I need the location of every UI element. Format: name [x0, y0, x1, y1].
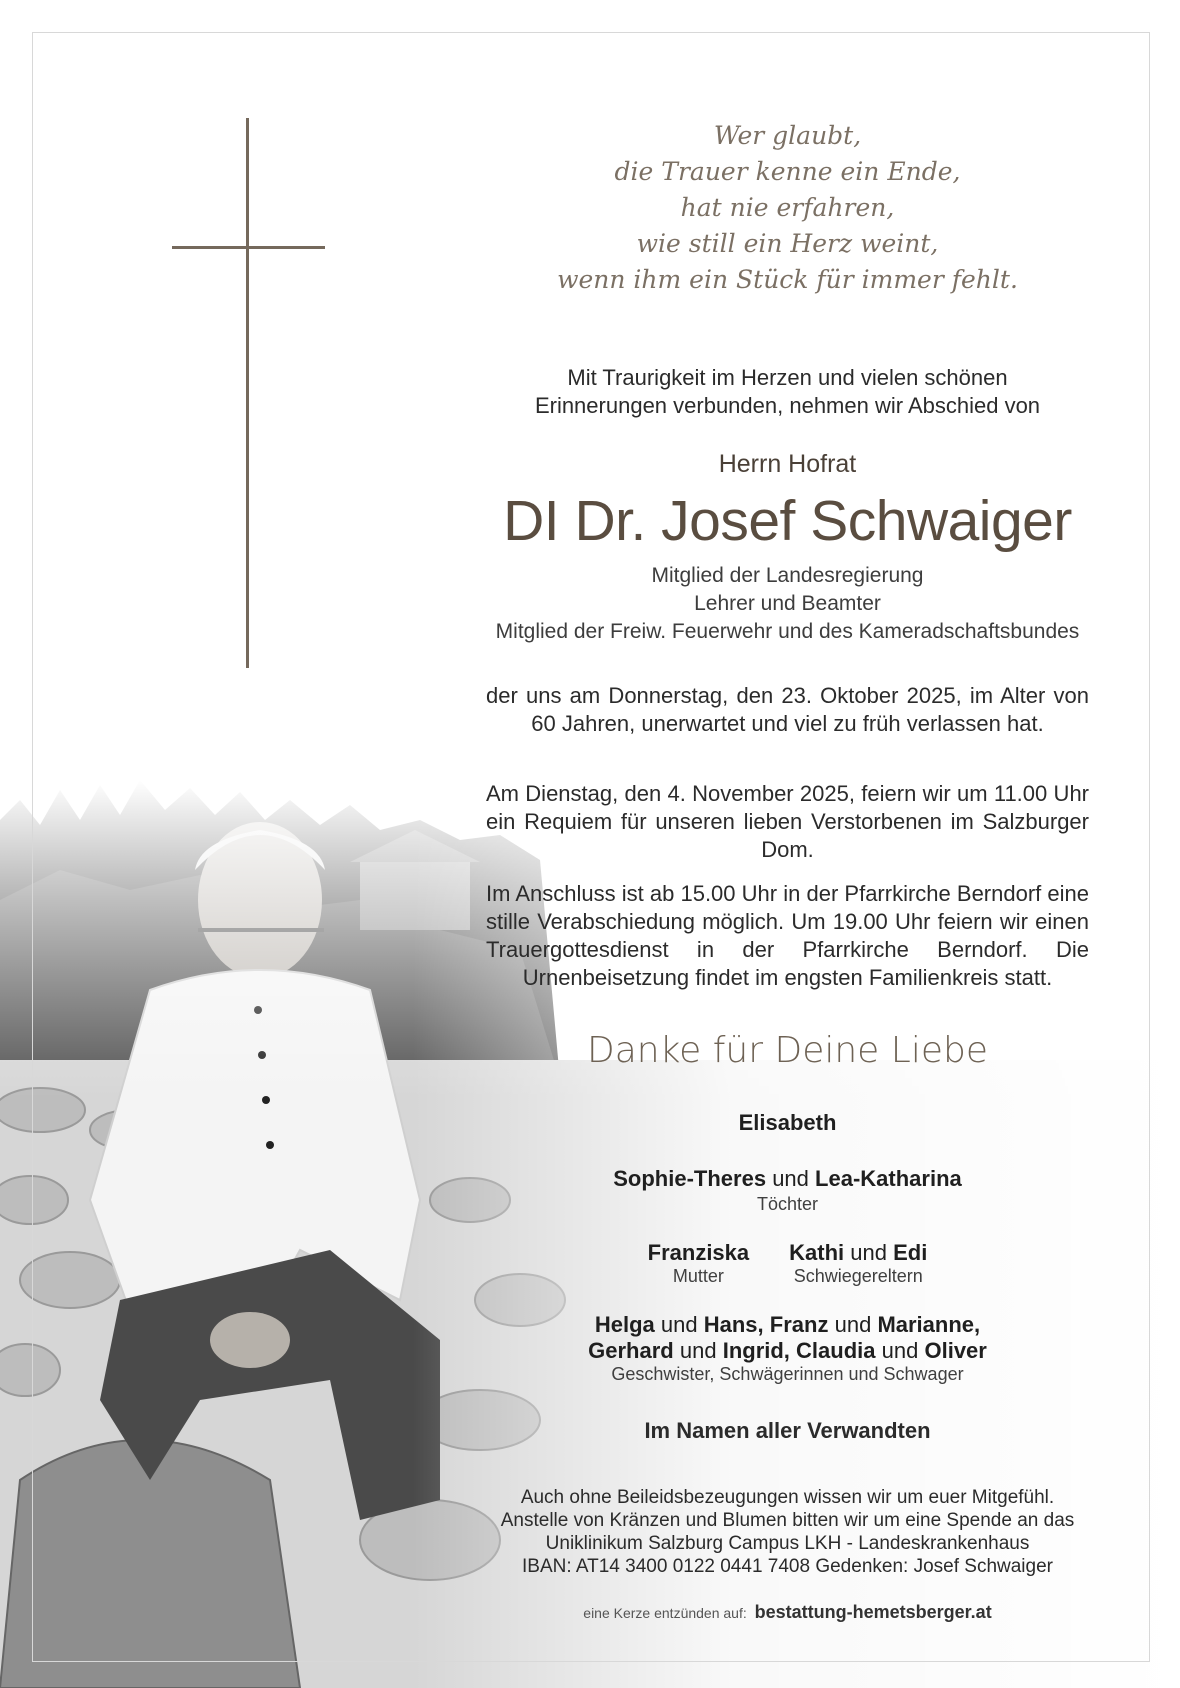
family-name: Franziska: [647, 1240, 750, 1265]
siblings-line: [486, 1312, 1089, 1338]
family-siblings: [486, 1312, 1089, 1385]
death-notice: der uns am Donnerstag, den 23. Oktober 2025, im Alter von 60 Jahren, unerwartet und viel zu früh verlassen hat.: [486, 683, 1089, 736]
family-name: Gerhard: [588, 1338, 674, 1363]
intro-text: Mit Traurigkeit im Herzen und vielen schönen Erinnerungen verbunden, nehmen wir Abschied von: [534, 365, 1041, 418]
cross-icon: [246, 118, 249, 668]
family-name: Marianne,: [877, 1312, 981, 1337]
family-name: Helga: [594, 1312, 655, 1337]
conjunction: und: [772, 1166, 809, 1191]
conjunction: und: [679, 1338, 717, 1363]
poem-line: wie still ein Herz weint,: [636, 229, 939, 258]
relation-label: Töchter: [756, 1194, 819, 1214]
roles: [486, 562, 1089, 646]
cross-icon-bar: [172, 246, 325, 249]
family-name: Edi: [893, 1240, 928, 1265]
family-name: Lea-Katharina: [815, 1166, 962, 1191]
closing-line: Uniklinikum Salzburg Campus LKH - Landeskrankenhaus: [545, 1533, 1030, 1554]
poem: [486, 118, 1089, 298]
family-name: Claudia: [796, 1338, 876, 1363]
role-line: Mitglied der Landesregierung: [651, 564, 924, 587]
family-parents: [486, 1240, 1089, 1287]
family-name: Ingrid,: [722, 1338, 790, 1363]
conjunction: und: [834, 1312, 872, 1337]
role-line: Lehrer und Beamter: [694, 592, 881, 615]
relation-label: Geschwister, Schwägerinnen und Schwager: [611, 1364, 964, 1384]
deceased-name: DI Dr. Josef Schwaiger: [503, 489, 1072, 553]
conjunction: und: [881, 1338, 919, 1363]
closing-line: Anstelle von Kränzen und Blumen bitten wir um eine Spende an das: [500, 1510, 1075, 1531]
relation-label: Schwiegereltern: [793, 1266, 923, 1286]
family-mother: [648, 1240, 750, 1287]
relation-label: Mutter: [672, 1266, 724, 1286]
family-name: Hans,: [703, 1312, 764, 1337]
poem-line: Wer glaubt,: [713, 121, 862, 150]
family-name: Sophie-Theres: [613, 1166, 767, 1191]
footer-link[interactable]: bestattung-hemetsberger.at: [754, 1602, 992, 1622]
family-in-laws: [789, 1240, 927, 1287]
family-name: Kathi: [789, 1240, 845, 1265]
conjunction: und: [850, 1240, 887, 1265]
farewell-notice: Im Anschluss ist ab 15.00 Uhr in der Pfarrkirche Berndorf eine stille Verabschiedung möglich. Um 19.00 Uhr feiern wir einen Trauergottesdienst in der Pfarrkirche Berndorf. Die Urnenbeisetzung findet im engsten Familienkreis statt.: [486, 881, 1089, 990]
closing-text: [486, 1486, 1089, 1578]
footer: [486, 1602, 1089, 1623]
relatives-line: Im Namen aller Verwandten: [644, 1418, 931, 1443]
closing-line: Auch ohne Beileidsbezeugungen wissen wir um euer Mitgefühl.: [520, 1487, 1055, 1508]
closing-line: IBAN: AT14 3400 0122 0441 7408 Gedenken: Josef Schwaiger: [522, 1556, 1053, 1577]
honorific: Herrn Hofrat: [718, 450, 857, 478]
thanks-heading: Danke für Deine Liebe: [587, 1030, 988, 1071]
family-name: Elisabeth: [738, 1110, 837, 1135]
siblings-line: [486, 1338, 1089, 1364]
family-name: Franz: [769, 1312, 829, 1337]
footer-label: eine Kerze entzünden auf:: [583, 1605, 747, 1621]
requiem-notice: Am Dienstag, den 4. November 2025, feiern wir um 11.00 Uhr ein Requiem für unseren lieben Verstorbenen im Salzburger Dom.: [486, 781, 1089, 862]
poem-line: die Trauer kenne ein Ende,: [614, 157, 961, 186]
family-wife: [486, 1110, 1089, 1136]
conjunction: und: [660, 1312, 698, 1337]
role-line: Mitglied der Freiw. Feuerwehr und des Kameradschaftsbundes: [495, 620, 1080, 643]
family-daughters: [486, 1166, 1089, 1215]
poem-line: hat nie erfahren,: [680, 193, 895, 222]
family-name: Oliver: [924, 1338, 987, 1363]
poem-line: wenn ihm ein Stück für immer fehlt.: [557, 265, 1018, 294]
